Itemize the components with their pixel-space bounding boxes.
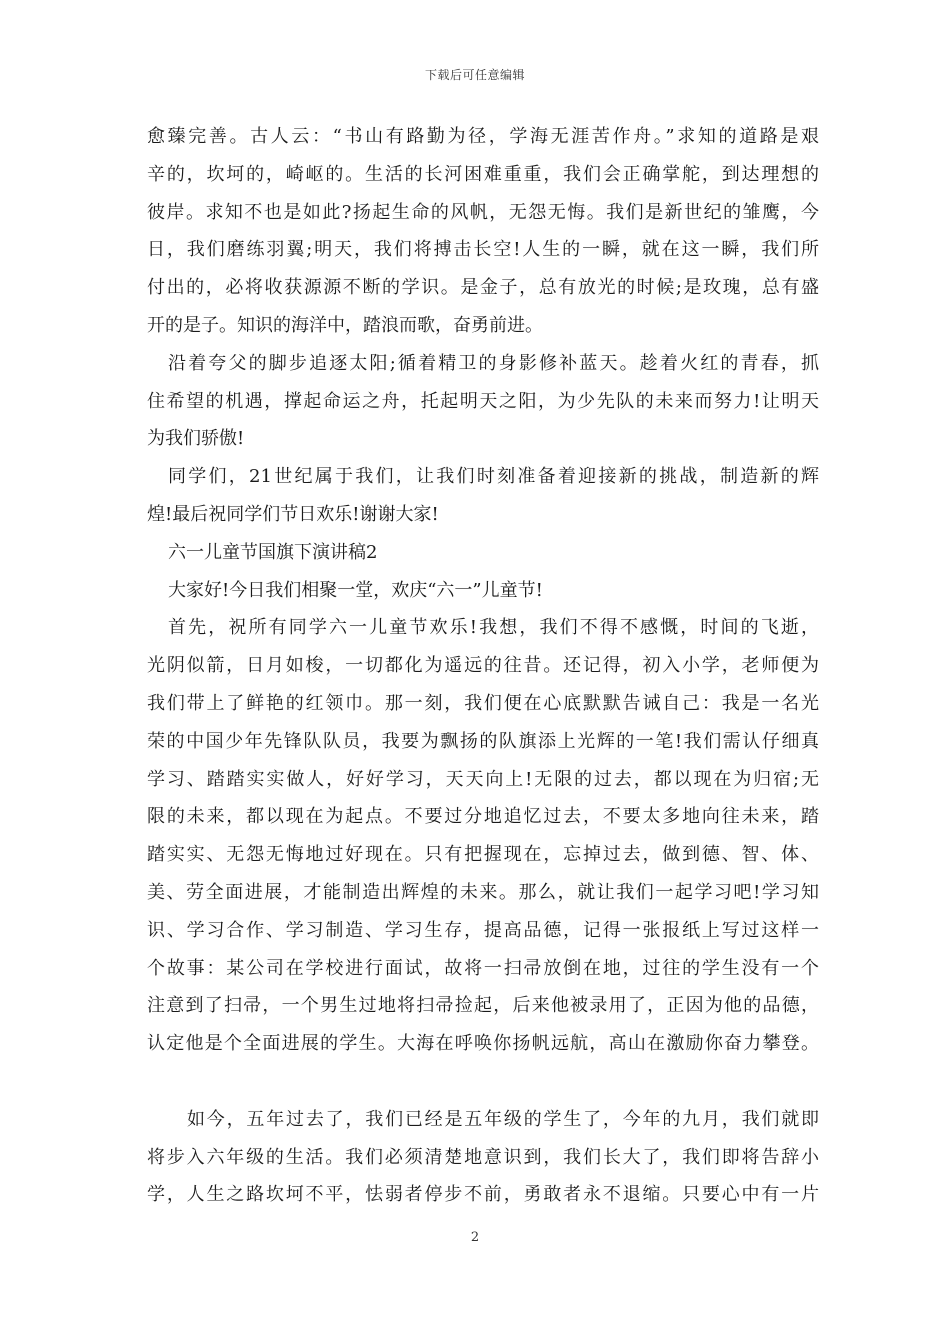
- text-line: 注意到了扫帚，一个男生过地将扫帚捡起，后来他被录用了，正因为他的品德，: [147, 995, 819, 1017]
- text-line: 个故事：某公司在学校进行面试，故将一扫帚放倒在地，过往的学生没有一个: [147, 957, 819, 979]
- text-line: 学，人生之路坎坷不平，怯弱者停步不前，勇敢者永不退缩。只要心中有一片: [147, 1184, 819, 1206]
- text-line: 光阴似箭，日月如梭，一切都化为遥远的往昔。还记得，初入小学，老师便为: [147, 655, 819, 677]
- text-line: 认定他是个全面进展的学生。大海在呼唤你扬帆远航，高山在激励你奋力攀登。: [147, 1033, 819, 1055]
- text-line: 首先，祝所有同学六一儿童节欢乐!我想，我们不得不感慨，时间的飞逝，: [168, 617, 819, 639]
- text-line: 荣的中国少年先锋队队员，我要为飘扬的队旗添上光辉的一笔!我们需认仔细真: [147, 730, 819, 752]
- document-body: [147, 118, 819, 1214]
- page-number: 2: [470, 1230, 480, 1245]
- text-line: 如今，五年过去了，我们已经是五年级的学生了，今年的九月，我们就即: [187, 1108, 819, 1130]
- text-line: 彼岸。求知不也是如此?扬起生命的风帆，无怨无悔。我们是新世纪的雏鹰，今: [147, 201, 819, 223]
- text-line: 住希望的机遇，撑起命运之舟，托起明天之阳，为少先队的未来而努力!让明天: [147, 390, 819, 412]
- text-line: 我们带上了鲜艳的红领巾。那一刻，我们便在心底默默告诫自己：我是一名光: [147, 692, 819, 714]
- text-line: 学习、踏踏实实做人，好好学习，天天向上!无限的过去，都以现在为归宿;无: [147, 768, 819, 790]
- text-line: 愈臻完善。古人云：“书山有路勤为径，学海无涯苦作舟。”求知的道路是艰: [147, 126, 819, 147]
- text-line: 开的是子。知识的海洋中，踏浪而歌，奋勇前进。: [147, 314, 543, 336]
- text-line: 同学们，21世纪属于我们，让我们时刻准备着迎接新的挑战，制造新的辉: [168, 466, 819, 488]
- text-line: 付出的，必将收获源源不断的学识。是金子，总有放光的时候;是玫瑰，总有盛: [147, 277, 819, 299]
- text-line: 识、学习合作、学习制造、学习生存，提高品德，记得一张报纸上写过这样一: [147, 919, 819, 941]
- section-heading: 六一儿童节国旗下演讲稿2: [168, 541, 378, 563]
- text-line: 将步入六年级的生活。我们必须清楚地意识到，我们长大了，我们即将告辞小: [147, 1146, 819, 1168]
- text-line: 煌!最后祝同学们节日欢乐!谢谢大家!: [147, 503, 439, 525]
- text-line: 日，我们磨练羽翼;明天，我们将搏击长空!人生的一瞬，就在这一瞬，我们所: [147, 239, 819, 261]
- text-line: 踏实实、无怨无悔地过好现在。只有把握现在，忘掉过去，做到德、智、体、: [147, 844, 819, 866]
- page-header: 下载后可任意编辑: [424, 68, 525, 82]
- text-line: 美、劳全面进展，才能制造出辉煌的未来。那么，就让我们一起学习吧!学习知: [147, 881, 819, 903]
- text-line: 为我们骄傲!: [147, 428, 245, 450]
- text-line: 沿着夸父的脚步追逐太阳;循着精卫的身影修补蓝天。趁着火红的青春，抓: [168, 352, 819, 374]
- text-line: 辛的，坎坷的，崎岖的。生活的长河困难重重，我们会正确掌舵，到达理想的: [147, 163, 819, 185]
- greeting-line: 大家好!今日我们相聚一堂，欢庆“六一”儿童节!: [168, 579, 543, 601]
- text-line: 限的未来，都以现在为起点。不要过分地追忆过去，不要太多地向往未来，踏: [147, 806, 819, 828]
- paragraph-gap: [147, 1063, 819, 1101]
